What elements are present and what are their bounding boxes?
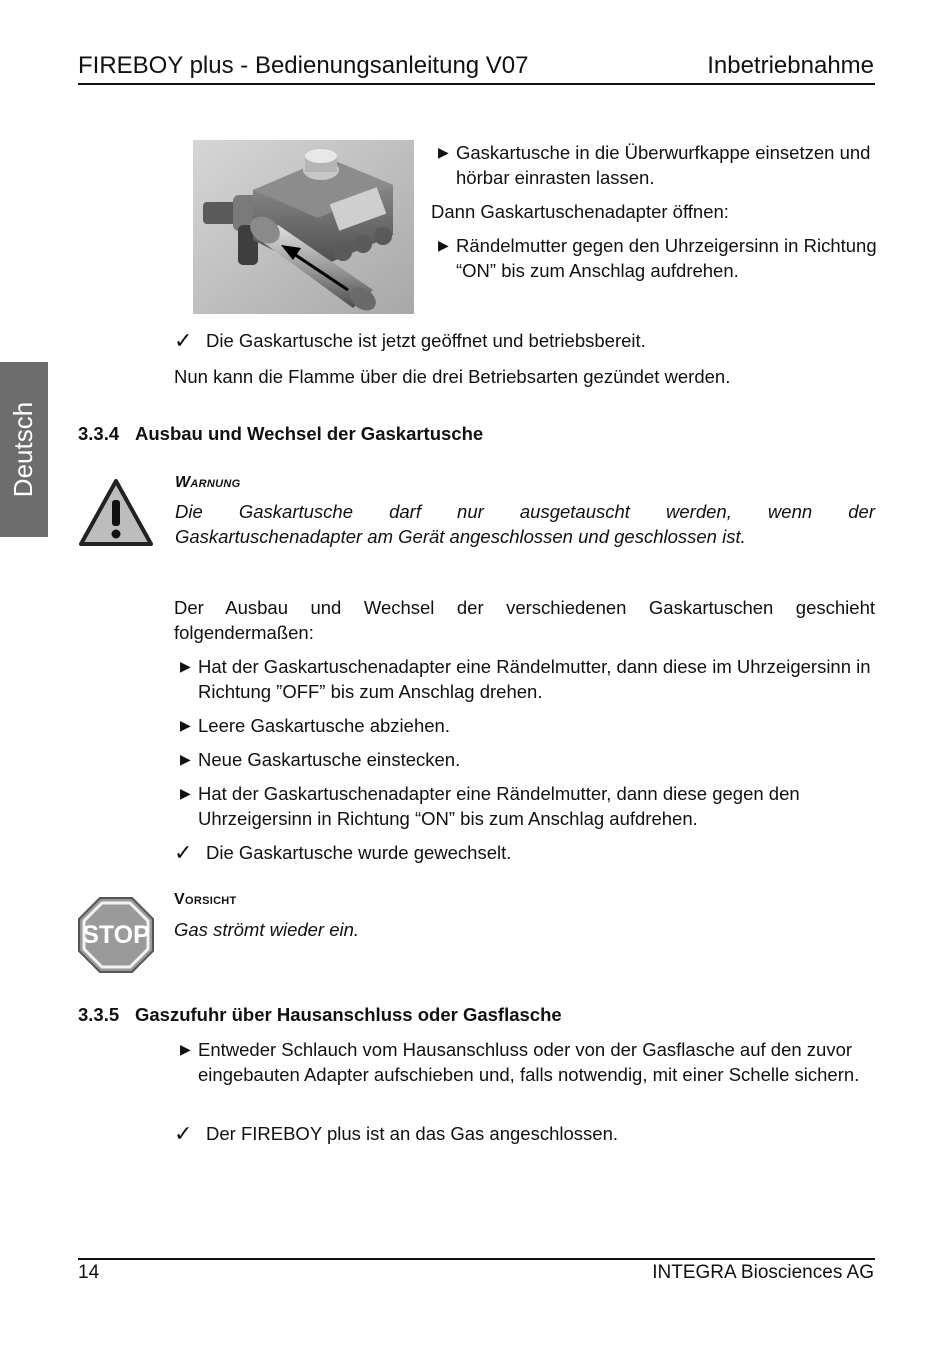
result-text: Der FIREBOY plus ist an das Gas angeschlossen. bbox=[206, 1123, 618, 1144]
step-text: Hat der Gaskartuschenadapter eine Rändelmutter, dann diese im Uhrzeigersinn in Richtung ”OFF” bis zum Anschlag drehen. bbox=[198, 656, 871, 702]
header-rule bbox=[78, 83, 875, 85]
right-triangle-icon: ▶ bbox=[438, 144, 449, 160]
section-number: 3.3.4 bbox=[78, 423, 120, 444]
checkmark-icon: ✓ bbox=[174, 328, 193, 353]
result-item bbox=[174, 1121, 879, 1146]
list-item bbox=[174, 1037, 879, 1087]
warning-triangle-icon bbox=[78, 478, 154, 548]
page-number: 14 bbox=[78, 1262, 100, 1283]
instruction-line: Dann Gaskartuschenadapter öffnen: bbox=[431, 201, 729, 222]
step-text: Rändelmutter gegen den Uhrzeigersinn in Richtung “ON” bis zum Anschlag aufdrehen. bbox=[456, 235, 877, 281]
header-title: FIREBOY plus - Bedienungsanleitung V07 bbox=[78, 52, 529, 79]
right-triangle-icon: ▶ bbox=[180, 717, 191, 733]
right-triangle-icon: ▶ bbox=[180, 658, 191, 674]
step-text: Entweder Schlauch vom Hausanschluss oder von der Gasflasche auf den zuvor eingebauten Adapter aufschieben und, falls notwendig, mit einer Schelle sichern. bbox=[198, 1039, 860, 1085]
device-illustration bbox=[193, 140, 414, 314]
footer-rule bbox=[78, 1258, 875, 1260]
section-number: 3.3.5 bbox=[78, 1004, 120, 1025]
step-text: Gaskartusche in die Überwurfkappe einsetzen und hörbar einrasten lassen. bbox=[456, 142, 871, 188]
right-triangle-icon: ▶ bbox=[180, 785, 191, 801]
result-item bbox=[174, 840, 879, 865]
warning-label: Warnung bbox=[175, 474, 241, 491]
list-item bbox=[174, 747, 879, 772]
list-item bbox=[432, 233, 882, 283]
right-triangle-icon: ▶ bbox=[438, 237, 449, 253]
paragraph: Nun kann die Flamme über die drei Betriebsarten gezündet werden. bbox=[174, 366, 731, 387]
footer-company: INTEGRA Biosciences AG bbox=[652, 1262, 874, 1283]
right-triangle-icon: ▶ bbox=[180, 1041, 191, 1057]
intro-line1: Der Ausbau und Wechsel der verschiedenen Gaskartuschen geschieht bbox=[174, 597, 875, 618]
section-title: Gaszufuhr über Hausanschluss oder Gasflasche bbox=[135, 1004, 562, 1025]
step-text: Leere Gaskartusche abziehen. bbox=[198, 715, 450, 736]
warning-text-line1: Die Gaskartusche darf nur ausgetauscht werden, wenn der bbox=[175, 501, 875, 522]
right-triangle-icon: ▶ bbox=[180, 751, 191, 767]
intro-line2: folgendermaßen: bbox=[174, 622, 314, 643]
header-section: Inbetriebnahme bbox=[707, 52, 874, 79]
list-item bbox=[174, 781, 879, 831]
checkmark-icon: ✓ bbox=[174, 1121, 193, 1146]
list-item bbox=[174, 654, 879, 704]
caution-text: Gas strömt wieder ein. bbox=[174, 919, 360, 940]
step-text: Neue Gaskartusche einstecken. bbox=[198, 749, 461, 770]
result-text: Die Gaskartusche wurde gewechselt. bbox=[206, 842, 512, 863]
language-tab-label: Deutsch bbox=[8, 401, 39, 498]
stop-sign-icon bbox=[77, 896, 155, 974]
result-item bbox=[174, 328, 874, 353]
result-text: Die Gaskartusche ist jetzt geöffnet und betriebsbereit. bbox=[206, 330, 646, 351]
svg-text:STOP: STOP bbox=[82, 921, 150, 949]
step-text: Hat der Gaskartuschenadapter eine Rändelmutter, dann diese gegen den Uhrzeigersinn in Richtung “ON” bis zum Anschlag aufdrehen. bbox=[198, 783, 800, 829]
list-item bbox=[432, 140, 882, 190]
language-tab bbox=[0, 362, 48, 537]
section-title: Ausbau und Wechsel der Gaskartusche bbox=[135, 423, 484, 444]
list-item bbox=[174, 713, 879, 738]
warning-text-line2: Gaskartuschenadapter am Gerät angeschlossen und geschlossen ist. bbox=[175, 526, 746, 547]
checkmark-icon: ✓ bbox=[174, 840, 193, 865]
caution-label: Vorsicht bbox=[174, 891, 237, 908]
